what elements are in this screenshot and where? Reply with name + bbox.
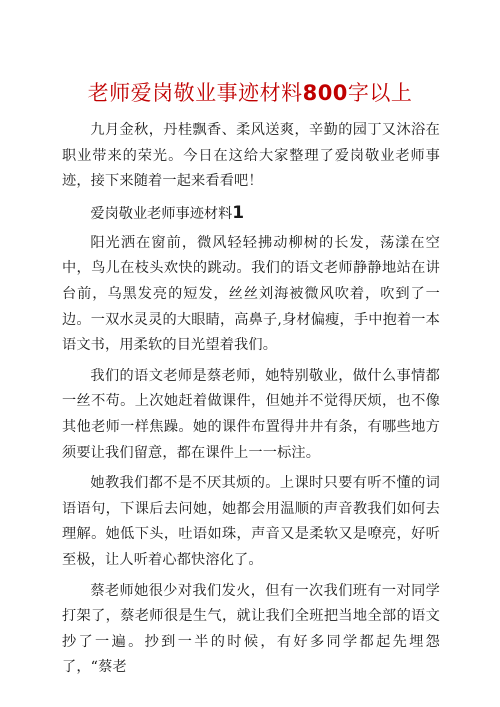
section-heading-number: 1 <box>232 202 245 223</box>
intro-paragraph: 九月金秋，丹桂飘香、柔风送爽，辛勤的园丁又沐浴在职业带来的荣光。今日在这给大家整理了爱岗敬业老师事迹，接下来随着一起来看看吧！ <box>62 122 440 190</box>
title-suffix: 字以上 <box>347 81 413 105</box>
title-text: 老师爱岗敬业事迹材料 <box>87 81 303 105</box>
body-paragraph: 我们的语文老师是蔡老师，她特别敬业，做什么事情都一丝不苟。上次她赶着做课件，但她并不觉得厌烦，也不像其他老师一样焦躁。她的课件布置得井井有条，有哪些地方须要让我们留意，都在课件上一一标注。 <box>62 367 440 461</box>
body-paragraph: 她教我们都不是不厌其烦的。上课时只要有听不懂的词语语句，下课后去问她，她都会用温顺的声音教我们如何去理解。她低下头，吐语如珠，声音又是柔软又是嘹亮，好听至极，让人听着心都快溶化了。 <box>62 475 440 568</box>
section-heading <box>62 200 440 227</box>
section-heading-text: 爱岗敬业老师事迹材料 <box>90 205 233 222</box>
document-title <box>0 78 500 108</box>
body-paragraph: 蔡老师她很少对我们发火，但有一次我们班有一对同学打架了，蔡老师很是生气，就让我们全班把当地全部的语文抄了一遍。抄到一半的时候，有好多同学都起先埋怨了，“蔡老 <box>62 582 440 676</box>
title-number: 800 <box>302 81 348 105</box>
body-paragraph: 阳光洒在窗前，微风轻轻拂动柳树的长发，荡漾在空中，鸟儿在枝头欢快的跳动。我们的语文老师静静地站在讲台前，乌黑发亮的短发，丝丝刘海被微风吹着，吹到了一边。一双水灵灵的大眼睛，高鼻子,身材偏瘦，手中抱着一本语文书，用柔软的目光望着我们。 <box>62 234 440 354</box>
document-body <box>62 118 440 686</box>
